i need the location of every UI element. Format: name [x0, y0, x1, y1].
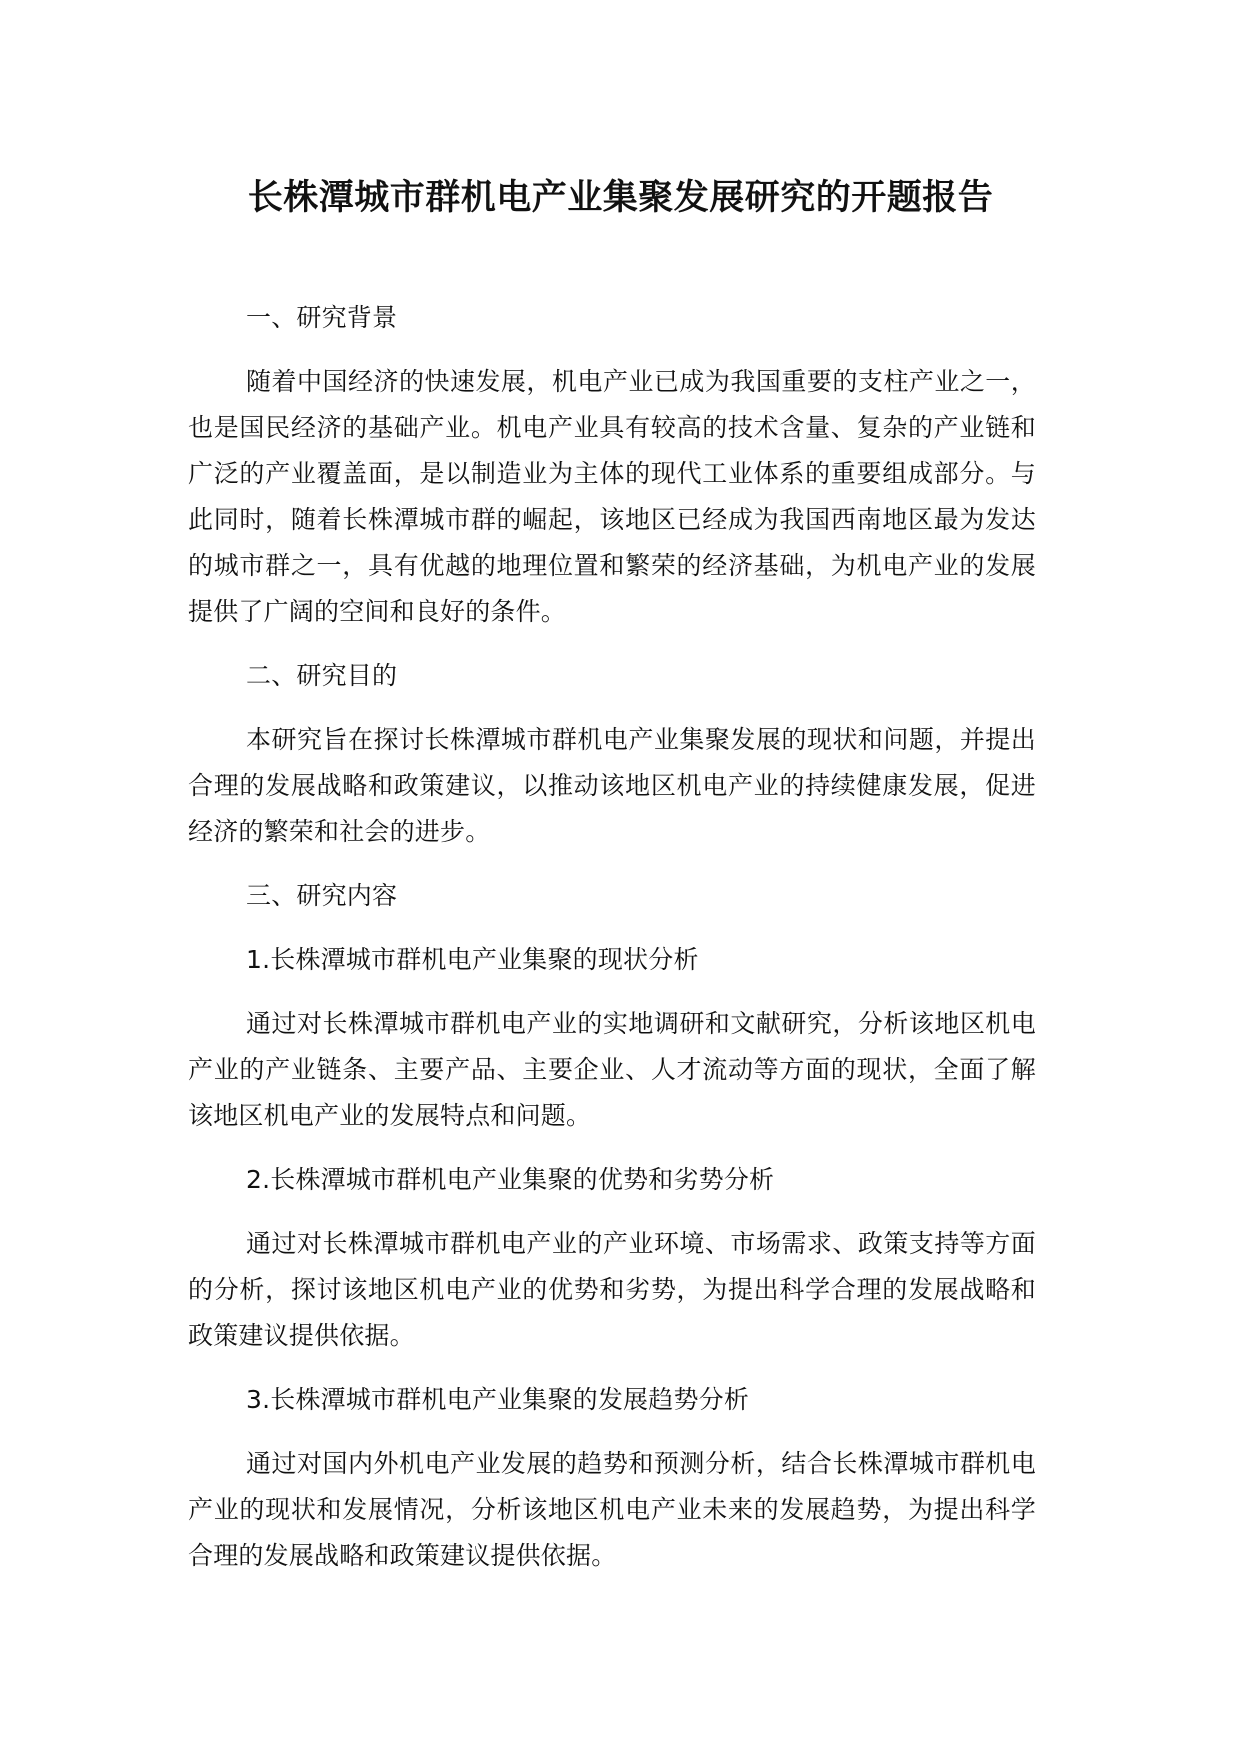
background-paragraph: 随着中国经济的快速发展，机电产业已成为我国重要的支柱产业之一，也是国民经济的基础产业。机电产业具有较高的技术含量、复杂的产业链和广泛的产业覆盖面，是以制造业为主体的现代工业体系的重要组成部分。与此同时，随着长株潭城市群的崛起，该地区已经成为我国西南地区最为发达的城市群之一，具有优越的地理位置和繁荣的经济基础，为机电产业的发展提供了广阔的空间和良好的条件。 [188, 367, 1036, 626]
current-status-paragraph: 通过对长株潭城市群机电产业的实地调研和文献研究，分析该地区机电产业的产业链条、主要产品、主要企业、人才流动等方面的现状，全面了解该地区机电产业的发展特点和问题。 [188, 1009, 1036, 1130]
subsection-heading-strengths-weaknesses: 2.长株潭城市群机电产业集聚的优势和劣势分析 [246, 1165, 775, 1194]
development-trends-paragraph: 通过对国内外机电产业发展的趋势和预测分析，结合长株潭城市群机电产业的现状和发展情况，分析该地区机电产业未来的发展趋势，为提出科学合理的发展战略和政策建议提供依据。 [188, 1449, 1036, 1570]
subsection-heading-current-status: 1.长株潭城市群机电产业集聚的现状分析 [246, 945, 699, 974]
document-title: 长株潭城市群机电产业集聚发展研究的开题报告 [247, 178, 994, 218]
subsection-heading-development-trends: 3.长株潭城市群机电产业集聚的发展趋势分析 [246, 1385, 750, 1414]
section-heading-content: 三、研究内容 [246, 881, 398, 910]
strengths-weaknesses-paragraph: 通过对长株潭城市群机电产业的产业环境、市场需求、政策支持等方面的分析，探讨该地区机电产业的优势和劣势，为提出科学合理的发展战略和政策建议提供依据。 [188, 1229, 1036, 1350]
document-body [188, 295, 1036, 1597]
section-heading-background: 一、研究背景 [246, 303, 398, 332]
purpose-paragraph: 本研究旨在探讨长株潭城市群机电产业集聚发展的现状和问题，并提出合理的发展战略和政策建议，以推动该地区机电产业的持续健康发展，促进经济的繁荣和社会的进步。 [188, 725, 1036, 846]
section-heading-purpose: 二、研究目的 [246, 661, 398, 690]
